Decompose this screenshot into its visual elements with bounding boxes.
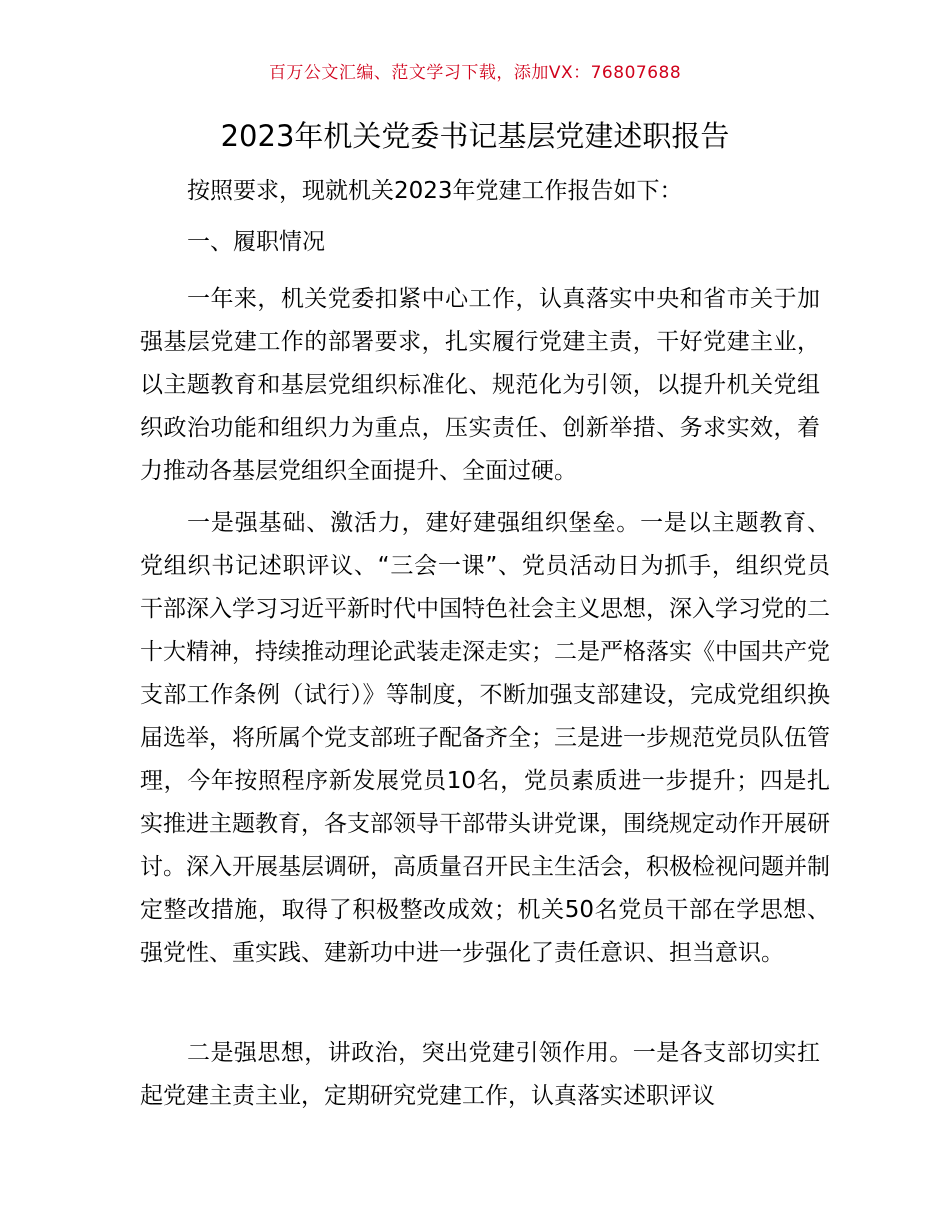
summary-paragraph: 一年来，机关党委扣紧中心工作，认真落实中央和省市关于加强基层党建工作的部署要求，扎实履行党建主责，干好党建主业，以主题教育和基层党组织标准化、规范化为引领，以提升机关党组织政治功能和组织力为重点，压实责任、创新举措、务求实效，着力推动各基层党组织全面提升、全面过硬。 xyxy=(140,286,820,484)
watermark-header: 百万公文汇编、范文学习下载，添加VX：76807688 xyxy=(268,63,682,83)
ideology-paragraph: 二是强思想，讲政治，突出党建引领作用。一是各支部切实扛起党建主责主业，定期研究党建工作，认真落实述职评议 xyxy=(140,1040,820,1109)
document-title: 2023年机关党委书记基层党建述职报告 xyxy=(220,119,730,153)
intro-paragraph: 按照要求，现就机关2023年党建工作报告如下： xyxy=(187,178,683,204)
organization-paragraph: 一是强基础、激活力，建好建强组织堡垒。一是以主题教育、党组织书记述职评议、“三会一课”、党员活动日为抓手，组织党员干部深入学习习近平新时代中国特色社会主义思想，深入学习党的二十大精神，持续推动理论武装走深走实；二是严格落实《中国共产党支部工作条例（试行）》等制度，不断加强支部建设，完成党组织换届选举，将所属个党支部班子配备齐全；三是进一步规范党员队伍管理，今年按照程序新发展党员10名，党员素质进一步提升；四是扎实推进主题教育，各支部领导干部带头讲党课，围绕规定动作开展研讨。深入开展基层调研，高质量召开民主生活会，积极检视问题并制定整改措施，取得了积极整改成效；机关50名党员干部在学思想、强党性、重实践、建新功中进一步强化了责任意识、担当意识。 xyxy=(140,510,830,966)
section-heading: 一、履职情况 xyxy=(187,229,325,255)
